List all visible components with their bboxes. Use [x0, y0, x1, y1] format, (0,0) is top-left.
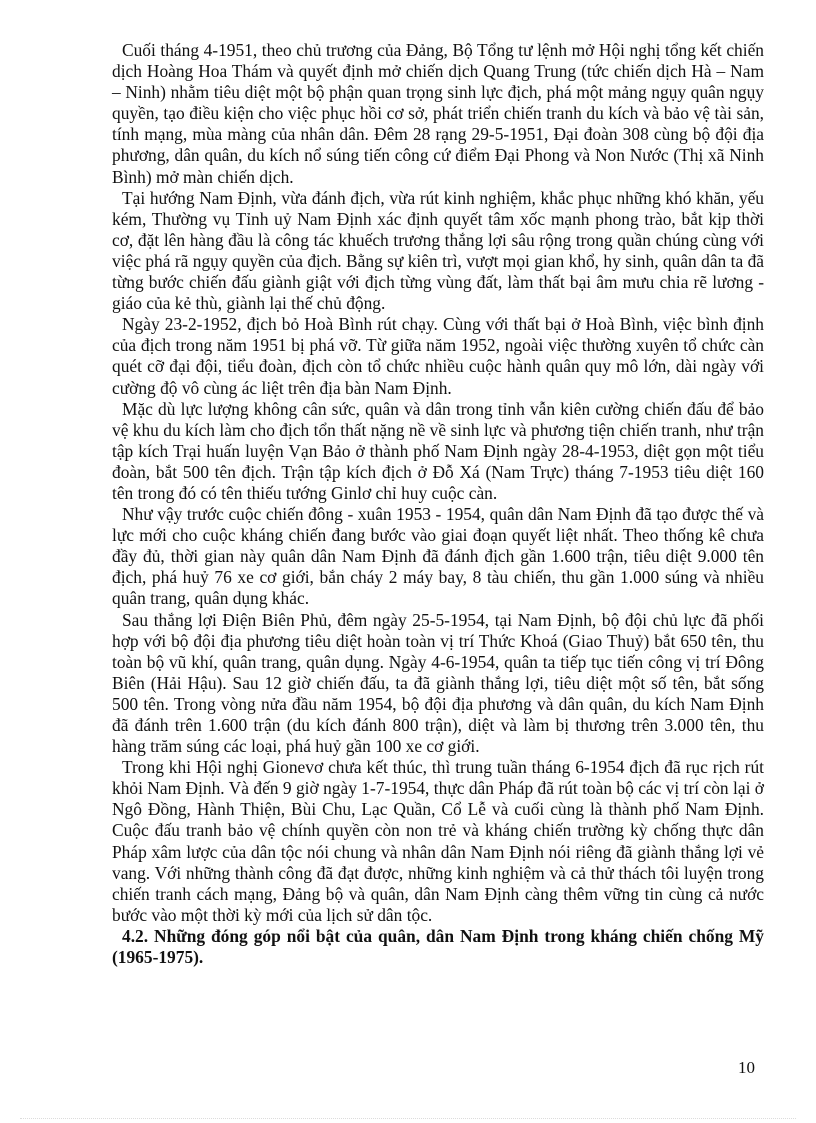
page-number: 10: [738, 1058, 755, 1077]
document-body: [112, 40, 764, 968]
paragraph-nam-dinh-front: Tại hướng Nam Định, vừa đánh địch, vừa rút kinh nghiệm, khắc phục những khó khăn, yếu kém, Thường vụ Tỉnh uỷ Nam Định xác định quyết tâm xốc mạnh phong trào, bắt kịp thời cơ, đặt lên hàng đầu là công tác khuếch trương thắng lợi sâu rộng trong quần chúng cùng với việc phá rã ngụy quyền của địch. Bằng sự kiên trì, vượt mọi gian khổ, hy sinh, quân dân ta đã từng bước chiến đấu giành giật với địch từng vùng đất, làm thất bại âm mưu chia rẽ lương - giáo của kẻ thù, giành lại thế chủ động.: [112, 187, 764, 314]
paragraph-quang-trung-campaign: Cuối tháng 4-1951, theo chủ trương của Đảng, Bộ Tổng tư lệnh mở Hội nghị tổng kết chiến dịch Hoàng Hoa Thám và quyết định mở chiến dịch Quang Trung (tức chiến dịch Hà – Nam – Ninh) nhằm tiêu diệt một bộ phận quan trọng sinh lực địch, phá một mảng ngụy quân ngụy quyền, tạo điều kiện cho việc phục hồi cơ sở, phát triển chiến tranh du kích và bảo vệ tài sản, tính mạng, mùa màng của nhân dân. Đêm 28 rạng 29-5-1951, Đại đoàn 308 cùng bộ đội địa phương, dân quân, du kích nổ súng tiến công cứ điểm Đại Phong và Non Nước (Thị xã Ninh Bình) mở màn chiến dịch.: [112, 40, 764, 187]
page-bottom-rule: [20, 1118, 796, 1119]
paragraph-hoa-binh-retreat: Ngày 23-2-1952, địch bỏ Hoà Bình rút chạy. Cùng với thất bại ở Hoà Bình, việc bình định của địch trong năm 1951 bị phá vỡ. Từ giữa năm 1952, ngoài việc thường xuyên tổ chức càn quét cỡ đại đội, tiểu đoàn, địch còn tổ chức nhiều cuộc hành quân quy mô lớn, dài ngày với cường độ vô cùng ác liệt trên địa bàn Nam Định.: [112, 314, 764, 398]
section-heading: 4.2. Những đóng góp nổi bật của quân, dân Nam Định trong kháng chiến chống Mỹ (1965-1975).: [112, 925, 764, 968]
paragraph-french-withdrawal: Trong khi Hội nghị Gionevơ chưa kết thúc, thì trung tuần tháng 6-1954 địch đã rục rịch rút khỏi Nam Định. Và đến 9 giờ ngày 1-7-1954, thực dân Pháp đã rút toàn bộ các vị trí còn lại ở Ngô Đồng, Hành Thiện, Bùi Chu, Lạc Quần, Cổ Lễ và cuối cùng là thành phố Nam Định. Cuộc đấu tranh bảo vệ chính quyền còn non trẻ và kháng chiến trường kỳ chống thực dân Pháp xâm lược của dân tộc nói chung và nhân dân Nam Định nói riêng đã giành thắng lợi vẻ vang. Với những thành công đã đạt được, những kinh nghiệm và cả thử thách tôi luyện trong chiến tranh cách mạng, Đảng bộ và quân, dân Nam Định càng thêm vững tin cùng cả nước bước vào một thời kỳ mới của lịch sử dân tộc.: [112, 757, 764, 925]
paragraph-winter-spring-campaign: Như vậy trước cuộc chiến đông - xuân 1953 - 1954, quân dân Nam Định đã tạo được thế và lực mới cho cuộc kháng chiến đang bước vào giai đoạn quyết liệt nhất. Theo thống kê chưa đầy đủ, thời gian này quân dân Nam Định đã đánh địch gần 1.600 trận, tiêu diệt 9.000 tên địch, phá huỷ 76 xe cơ giới, bắn cháy 2 máy bay, 8 tàu chiến, thu gần 1.000 súng và nhiều quân trang, quân dụng khác.: [112, 504, 764, 609]
paragraph-after-dien-bien-phu: Sau thắng lợi Điện Biên Phủ, đêm ngày 25-5-1954, tại Nam Định, bộ đội chủ lực đã phối hợp với bộ đội địa phương tiêu diệt hoàn toàn vị trí Thức Khoá (Giao Thuỷ) bắt 650 tên, thu toàn bộ vũ khí, quân trang, quân dụng. Ngày 4-6-1954, quân ta tiếp tục tiến công vị trí Đông Biên (Hải Hậu). Sau 12 giờ chiến đấu, ta đã giành thắng lợi, tiêu diệt một số tên, bắt sống 500 tên. Trong vòng nửa đầu năm 1954, bộ đội địa phương và dân quân, du kích Nam Định đã đánh trên 1.600 trận (du kích đánh 800 trận), diệt và làm bị thương trên 3.000 tên, thu hàng trăm súng các loại, phá huỷ gần 100 xe cơ giới.: [112, 609, 764, 757]
paragraph-guerrilla-defense: Mặc dù lực lượng không cân sức, quân và dân trong tỉnh vẫn kiên cường chiến đấu để bảo vệ khu du kích làm cho địch tổn thất nặng nề về sinh lực và phương tiện chiến tranh, như trận tập kích Trại huấn luyện Vạn Bảo ở thành phố Nam Định ngày 28-4-1953, diệt gọn một tiểu đoàn, bắt 500 tên địch. Trận tập kích địch ở Đỗ Xá (Nam Trực) tháng 7-1953 tiêu diệt 160 tên trong đó có tên thiếu tướng Ginlơ chỉ huy cuộc càn.: [112, 398, 764, 503]
